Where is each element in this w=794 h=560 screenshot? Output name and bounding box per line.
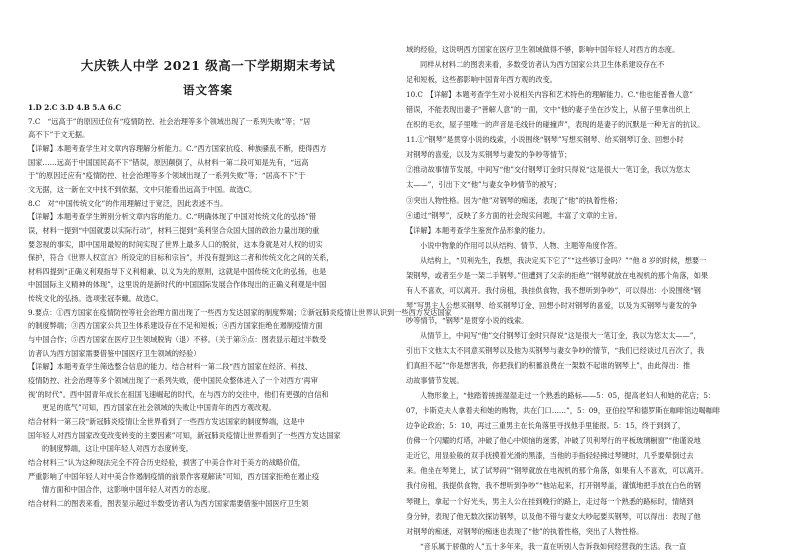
text-line: 严重影响了中国年轻人对中美合作遏制疫情的前景作客观解读”可知，西方国家拒绝在遏止疫: [28, 471, 320, 481]
text-line: ③突出人物性格。因为“他”对钢琴的痴迷，表现了“他”的执着性格；: [406, 195, 622, 205]
text-line: 结合材料一第三段“新冠肺炎疫情让全世界看到了一些西方发达国家的制度弊端，这是中: [28, 416, 305, 426]
text-line: 同样从材料二的图表来看，多数受访者认为西方国家公共卫生体系建设存在不: [420, 60, 665, 70]
text-line: 我付房租，我提供食物，我不想听到争吵”“他站起来，打开钢琴盖，谨慎地把手放在白色的钢: [406, 481, 701, 491]
text-line: 动故事情节发展。: [406, 376, 464, 386]
text-line: 人物形象上，“他踏着搓搓湿湿走过一个熟悉的路标——5：05，提高老妇人和她的花店；5：: [420, 391, 716, 401]
text-line: 情方面和中国合作，这影响中国年轻人对西方的态度。: [42, 485, 215, 495]
text-line: 吵等情节，“钢琴”是贯穿小说的线索。: [406, 315, 529, 325]
text-line: 更足的底气”可知，西方国家在社会领域的失败让中国青年的西方观改观。: [42, 403, 276, 413]
text-line: 从情节上，中间写“他”交付钢琴订金时只得说“这是很大一笔订金，我以为您太太——”，: [420, 330, 701, 340]
text-line: 8.C 对“中国传统文化”的作用理解过于宽泛，因此表述不当。: [28, 198, 228, 208]
text-line: 【详解】本题考查学生辨别分析文章内容的能力。C.“明确体现了中国对传统文化的弘扬”错: [28, 212, 317, 222]
text-line: 07，卡斯克夫人拿着夫和她的购物，共在门口……”，5：09，亚伯拉罕和德罗斯在咖啡馆边喝咖啡: [406, 406, 721, 416]
text-line: ④通过“钢琴”，反映了多方面的社会现实问题，丰富了文章的主旨。: [406, 210, 622, 220]
page-title: 大庆铁人中学 2021 级高一下学期期末考试: [80, 58, 336, 73]
text-line: 对钢琴的喜爱，以及为买钢琴与妻发的争吵等情节；: [406, 150, 572, 160]
text-line: 从结构上，“贝利先生，我想，我决定买下它了”“这些够订金吗？”“他 8 岁的时候，想要一: [420, 255, 707, 265]
text-line: 与中国合作；⑤西方国家在医疗卫生领域脱钩（退）不移。（关于第⑤点：图表显示超过半数受: [28, 335, 327, 345]
text-line: 小说中物象的作用可以从结构、情节、人物、主题等角度作答。: [420, 240, 622, 250]
text-line: 结合材料三“认为这种现法完全不符合历史经验，损害了中美合作对于美方的战略价值，: [28, 457, 305, 467]
text-line: 【详解】本题考查学生鉴赏作品形象的能力。: [406, 225, 550, 235]
text-line: 的制度弊端；③西方国家公共卫生体系建设存在不足和短板；④西方国家拒绝在遏制疫情方面: [28, 321, 323, 331]
text-line: 错误，不能表现出妻子“善解人意”的一面，文中“他的妻子坐在沙发上，从留子里拿出织上: [406, 105, 691, 115]
text-line: 材料四提到“正确义利观指导下义利相兼、以义为先的原则，这就是中国传统文化的弘扬，也是: [28, 266, 327, 276]
text-line: 来。他坐在琴凳上，试了试琴码”“钢琴就放在电视机的那个角落，如果有人不喜欢，可以离开。: [406, 466, 709, 476]
text-line: 保护，符合《世界人权宣言》所设定的目标和宗旨”，并没有提到这二者和传统文化之间的关系，: [28, 253, 334, 263]
text-line: 国家……远高于中国国民高不下”错误，原因颠倒了，从材料一第二段可知是先有，“远高: [28, 157, 309, 167]
text-line: 视’的时代”。西中国青年成长在祖国飞速崛起的时代，在与西方的交往中，他们有更强的自信和: [28, 389, 329, 399]
text-line: 走近它，用显验般的双手抚摸着光滑的黑漆，当他的手指轻轻拂过琴键时，几乎要晕倒过去: [406, 451, 694, 461]
text-line: 疫情防控、社会治理等多个领域出现了一系列失败，使中国民众整体进入了一个对西方‘再审: [28, 376, 318, 385]
text-line: 于”的原因迁应有“疫情防控、社会治理等多个领域出现了一系列失败”等；“居高不下”于: [28, 171, 306, 181]
text-line: 1.D 2.C 3.D 4.B 5.A 6.C: [28, 103, 122, 112]
text-line: 仿佛一个闪耀的灯塔，冲破了他心中烦恼的迷雾，冲破了贝利琴行的平板玻璃橱窗”“他谨说地: [406, 436, 701, 446]
text-line: 足和短板，这些都影响中国青年西方观的改变。: [406, 75, 557, 85]
text-line: 边争论政治；5：10，再过三重男主在长角落里寻找他手里能报。5：15，终于到到了，: [406, 421, 686, 431]
page-subtitle: 语文答案: [183, 83, 233, 97]
text-line: 【详解】本题考查学生筛选整合信息的能力。结合材料一第二段“西方国家在经济、科技、: [28, 362, 312, 372]
text-line: 架钢琴，或者至少是一架二手钢琴。”但遭到了父亲的拒绝”“钢琴就放在电视机的那个角落，如果: [406, 270, 709, 280]
text-line: 国年轻人对西方国家改变改变转变的主要因素”可知，新冠肺炎疫情让世界看到了一些西方发达国家: [28, 430, 341, 440]
text-line: 中国国际主义精神的体现”，这里说的是新时代的中国国际发展合作体现出的正确义利观是中国: [28, 280, 327, 290]
text-line: 访者认为西方国家需要借鉴中国医疗卫生领域的经验）: [28, 348, 201, 358]
text-line: 琴”写男主人公想买钢琴、给买钢琴订金、回想小时对钢琴的喜爱，以及为买钢琴与妻发的争: [406, 300, 698, 310]
text-line: ②推动故事情节发展，中间写“他”交付钢琴订金时只得说“这是很大一笔订金，我以为您太: [406, 165, 691, 175]
text-line: 7.C “远高于”的原因迁位有“疫情防控、社会治理等多个领域出现了一系列失败”等；“居: [28, 116, 311, 126]
text-line: 引出下文他太太不同意买钢琴以及他为买钢琴与妻女争吵的情节，“我们已经谈过几百次了，我: [406, 346, 705, 355]
text-line: 域的经验，这说明西方国家在医疗卫生领域做得不够，影响中国年轻人对西方的态度。: [406, 45, 680, 54]
text-line: 高不下”于文无据。: [28, 130, 90, 140]
text-line: 的制度弊端，这让中国年轻人对西方态度转变。: [42, 444, 193, 454]
text-line: 太——”，引出下文“他”与妻女争吵情节的被写；: [406, 180, 561, 190]
text-line: 对钢琴的痴迷，对钢琴的痴迷也表现了“他”的执着性格，突出了人物性格。: [406, 526, 644, 536]
text-line: “音乐属于骄傲的人”五十多年来，我一直在听别人告诉我如何经营我的生活。我一直: [420, 541, 687, 551]
text-line: 9.要点：①西方国家在疫情防控等社会治理方面出现了一些西方发达国家的制度弊端；②新冠肺炎疫情让世界认识到一些西方发达国家: [28, 307, 452, 317]
text-line: 11.①“钢琴”是贯穿小说的线索，小说围绕“钢琴”写想买钢琴、给买钢琴订金、回想小时: [406, 135, 684, 145]
text-line: 琴键上，拿起一个好光头，男主人公在挂到晚行的路上，走过每一个熟悉的路标时，情绪到: [406, 496, 694, 506]
text-line: 【详解】本题考查学生对文章内容理解分析能力。C.“西方国家抗疫、种族骚乱不断，使得西方: [28, 143, 327, 153]
text-line: 们真担不起”“你是想害我，你把我们的积蓄浪费在一架数不起谁的钢琴上”，由此得出：推: [406, 361, 691, 371]
text-line: 传统文化的弘扬。选项张冠李戴。故选C。: [28, 294, 163, 304]
text-line: 要忽视的事实，即中国用最短的时间实现了世界上最多人口的脱贫，这本身就是对人权的切实: [28, 239, 323, 249]
text-line: 有人不喜欢，可以离开。我付房租，我挂供食物，我不想听到争吵”，可以得出：小说围绕“钢: [406, 285, 701, 295]
text-line: 文无据，这一新在文中找不到依据，文中只能看出远高于中国。故选C。: [28, 184, 257, 194]
text-line: 在织的毛衣，屋子里唯一的声音是毛线针的碰撞声”，表现的是妻子的沉默是一种无言的抗议。: [406, 120, 705, 130]
text-line: 结合材料二的图表来看，图表显示超过半数受访者认为西方国家需要借鉴中国医疗卫生领: [28, 498, 309, 508]
text-line: 身分钟，表现了他无数次探访钢琴，以及他不错与妻女大吵起要买钢琴，可以得出：表现了他: [406, 511, 701, 521]
text-line: 10.C 【详解】本题考查学生对小说相关内容和艺术特色的理解能力。C.“他也能普鲁人意”: [406, 90, 693, 100]
text-line: 误，材料一提到“中国就要以实际行动”，材料三提到“美利坚合众国大国的政治力量出现的重: [28, 225, 320, 235]
